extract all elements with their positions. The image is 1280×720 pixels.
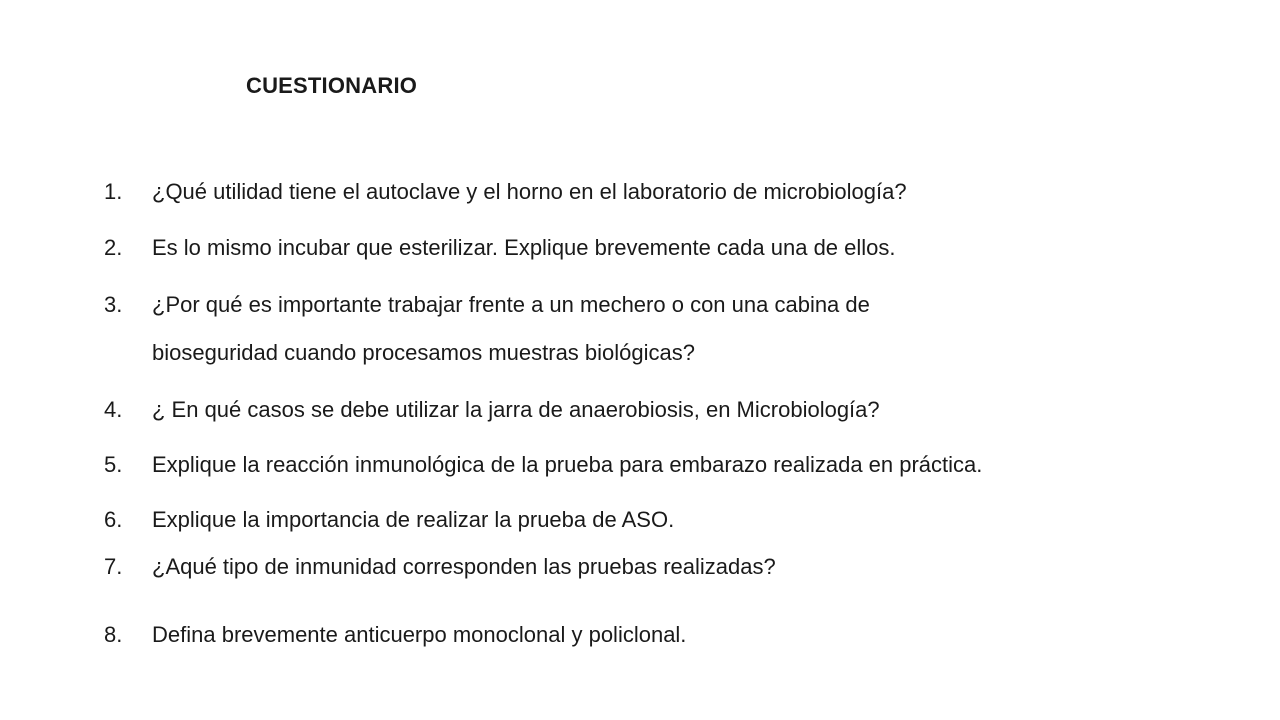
question-7: [104, 543, 1232, 591]
question-text-line-1: ¿Por qué es importante trabajar frente a un mechero o con una cabina de: [152, 292, 870, 317]
question-text: Explique la importancia de realizar la prueba de ASO.: [152, 507, 675, 532]
question-text: ¿ En qué casos se debe utilizar la jarra de anaerobiosis, en Microbiología?: [152, 397, 880, 422]
question-number: 7.: [104, 554, 123, 579]
question-8: [104, 611, 1232, 659]
question-number: 4.: [104, 397, 123, 422]
question-number: 3.: [104, 292, 123, 317]
question-4: [104, 386, 1232, 434]
question-text: Defina brevemente anticuerpo monoclonal y policlonal.: [152, 622, 687, 647]
question-6: [104, 496, 1232, 544]
question-text-line-2: bioseguridad cuando procesamos muestras biológicas?: [152, 340, 695, 365]
question-text: Explique la reacción inmunológica de la prueba para embarazo realizada en práctica.: [152, 452, 983, 477]
page-title: CUESTIONARIO: [246, 73, 418, 98]
question-text: ¿Qué utilidad tiene el autoclave y el horno en el laboratorio de microbiología?: [152, 179, 907, 204]
question-1: [104, 168, 1232, 216]
question-3: [104, 281, 1232, 377]
question-number: 8.: [104, 622, 123, 647]
question-5: [104, 441, 1232, 489]
question-number: 1.: [104, 179, 123, 204]
question-number: 6.: [104, 507, 123, 532]
question-number: 2.: [104, 235, 123, 260]
question-text: Es lo mismo incubar que esterilizar. Explique brevemente cada una de ellos.: [152, 235, 896, 260]
question-text: ¿Aqué tipo de inmunidad corresponden las pruebas realizadas?: [152, 554, 776, 579]
question-2: [104, 224, 1232, 272]
question-number: 5.: [104, 452, 123, 477]
